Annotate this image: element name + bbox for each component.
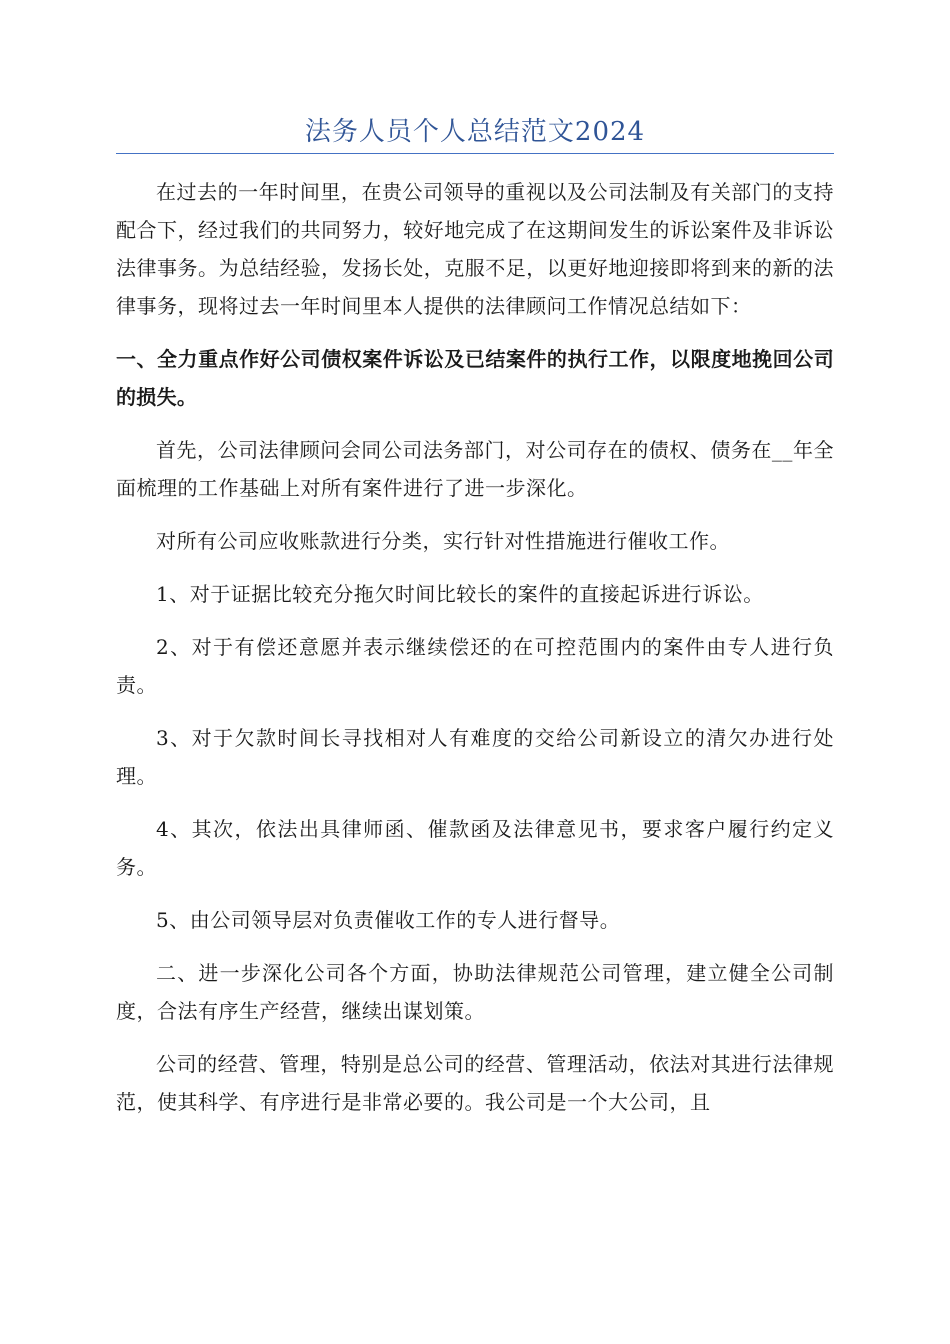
intro-paragraph: 在过去的一年时间里，在贵公司领导的重视以及公司法制及有关部门的支持配合下，经过我们的共同努力，较好地完成了在这期间发生的诉讼案件及非诉讼法律事务。为总结经验，发扬长处，克服不足，以更好地迎接即将到来的新的法律事务，现将过去一年时间里本人提供的法律顾问工作情况总结如下： (116, 180, 834, 318)
document-body (116, 173, 834, 1136)
body-paragraph: 对所有公司应收账款进行分类，实行针对性措施进行催收工作。 (156, 529, 730, 553)
list-item-5: 5、由公司领导层对负责催收工作的专人进行督导。 (156, 908, 621, 932)
body-paragraph: 公司的经营、管理，特别是总公司的经营、管理活动，依法对其进行法律规范，使其科学、有序进行是非常必要的。我公司是一个大公司，且 (116, 1052, 834, 1114)
section-heading-2: 二、进一步深化公司各个方面，协助法律规范公司管理，建立健全公司制度，合法有序生产经营，继续出谋划策。 (116, 961, 834, 1023)
list-item-4: 4、其次，依法出具律师函、催款函及法律意见书，要求客户履行约定义务。 (116, 817, 834, 879)
title-underline (116, 153, 834, 154)
body-paragraph: 首先，公司法律顾问会同公司法务部门，对公司存在的债权、债务在__年全面梳理的工作基础上对所有案件进行了进一步深化。 (116, 438, 834, 500)
section-heading-1: 一、全力重点作好公司债权案件诉讼及已结案件的执行工作，以限度地挽回公司的损失。 (116, 347, 834, 409)
document-title: 法务人员个人总结范文2024 (304, 117, 646, 147)
list-item-2: 2、对于有偿还意愿并表示继续偿还的在可控范围内的案件由专人进行负责。 (116, 635, 834, 697)
list-item-3: 3、对于欠款时间长寻找相对人有难度的交给公司新设立的清欠办进行处理。 (116, 726, 834, 788)
list-item-1: 1、对于证据比较充分拖欠时间比较长的案件的直接起诉进行诉讼。 (156, 582, 764, 606)
